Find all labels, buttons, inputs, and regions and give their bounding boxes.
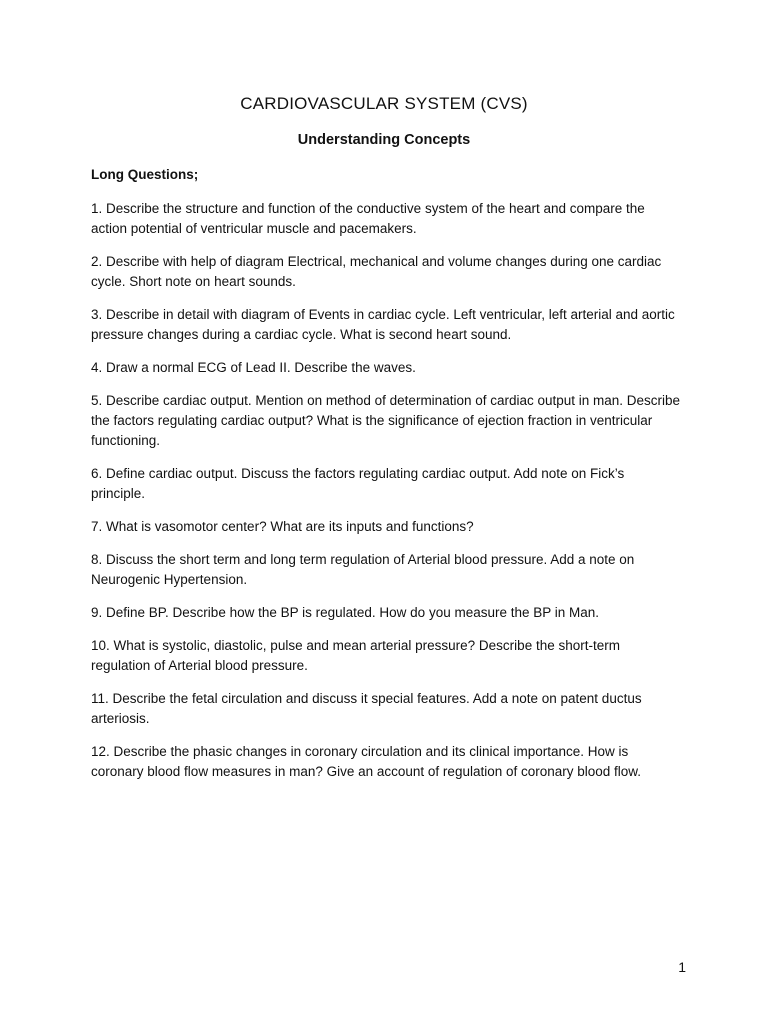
question-item: 8. Discuss the short term and long term regulation of Arterial blood pressure. Add a note on Neurogenic Hypertension. [91, 552, 635, 587]
document-title: CARDIOVASCULAR SYSTEM (CVS) [240, 94, 528, 113]
question-item: 11. Describe the fetal circulation and discuss it special features. Add a note on patent ductus arteriosis. [91, 691, 642, 726]
question-item: 4. Draw a normal ECG of Lead II. Describe the waves. [91, 360, 416, 375]
question-item: 3. Describe in detail with diagram of Events in cardiac cycle. Left ventricular, left arterial and aortic pressure changes during a cardiac cycle. What is second heart sound. [91, 307, 675, 342]
page-number: 1 [678, 959, 686, 975]
question-list [91, 199, 681, 795]
question-item: 2. Describe with help of diagram Electrical, mechanical and volume changes during one cardiac cycle. Short note on heart sounds. [91, 254, 662, 289]
question-item: 7. What is vasomotor center? What are its inputs and functions? [91, 519, 474, 534]
question-item: 10. What is systolic, diastolic, pulse and mean arterial pressure? Describe the short-term regulation of Arterial blood pressure. [91, 638, 620, 673]
question-item: 6. Define cardiac output. Discuss the factors regulating cardiac output. Add note on Fick’s principle. [91, 466, 625, 501]
document-subtitle: Understanding Concepts [297, 132, 471, 148]
section-label: Long Questions; [91, 167, 199, 182]
question-item: 12. Describe the phasic changes in coronary circulation and its clinical importance. How is coronary blood flow measures in man? Give an account of regulation of coronary blood flow. [91, 744, 642, 779]
question-item: 9. Define BP. Describe how the BP is regulated. How do you measure the BP in Man. [91, 605, 600, 620]
question-item: 5. Describe cardiac output. Mention on method of determination of cardiac output in man. Describe the factors regulating cardiac output? What is the significance of ejection fraction in ventricular functioning. [91, 393, 681, 448]
question-item: 1. Describe the structure and function of the conductive system of the heart and compare the action potential of ventricular muscle and pacemakers. [91, 201, 645, 236]
